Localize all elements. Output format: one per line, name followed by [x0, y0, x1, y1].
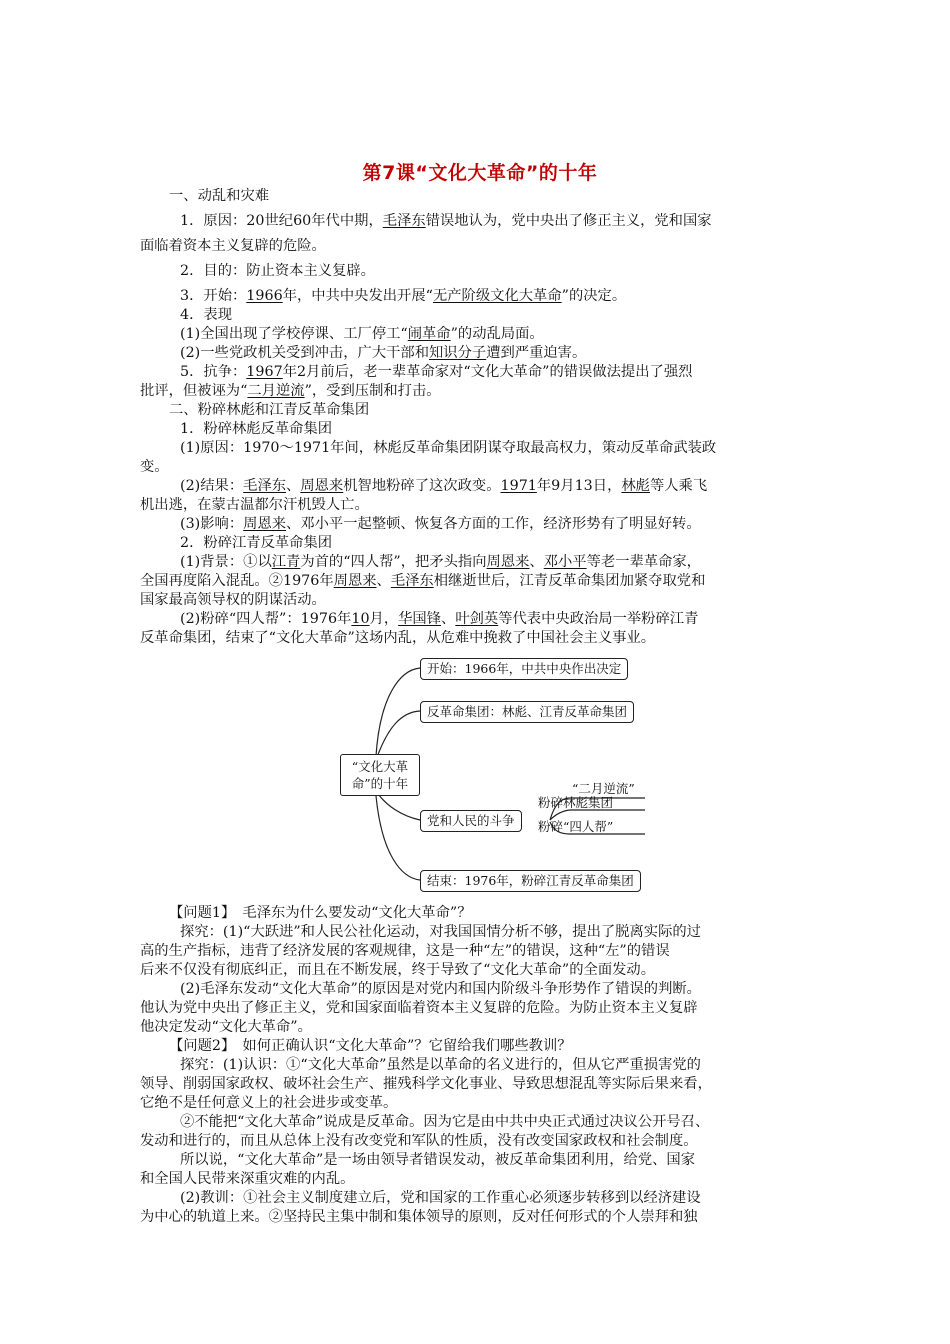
branch-start: 开始：1966年，中共中央作出决定 — [420, 658, 628, 680]
paragraph: 他决定发动“文化大革命”。 — [140, 1019, 312, 1035]
paragraph: (1)全国出现了学校停课、工厂停工“闹革命”的动乱局面。 — [180, 326, 544, 342]
question-1: 【问题1】 毛泽东为什么要发动“文化大革命”？ — [169, 905, 472, 921]
connector-groups — [376, 711, 420, 760]
section-heading-1: 一、动乱和灾难 — [169, 188, 270, 204]
branch-groups: 反革命集团：林彪、江青反革命集团 — [420, 701, 634, 723]
mind-map-diagram — [140, 656, 820, 896]
document-page — [140, 150, 820, 1227]
paragraph: 发动和进行的，而且从总体上没有改变党和军队的性质，没有改变国家政权和社会制度。 — [140, 1133, 698, 1149]
paragraph: 他认为党中央出了修正主义，党和国家面临着资本主义复辟的危险。为防止资本主义复辟 — [140, 1000, 698, 1016]
paragraph: 后来不仅没有彻底纠正，而且在不断发展，终于导致了“文化大革命”的全面发动。 — [140, 962, 656, 978]
paragraph: 5．抗争：1967年2月前后，老一辈革命家对“文化大革命”的错误做法提出了强烈 — [180, 364, 693, 380]
paragraph: (3)影响：周恩来、邓小平一起整顿、恢复各方面的工作，经济形势有了明显好转。 — [180, 516, 701, 532]
section-heading-2: 二、粉碎林彪和江青反革命集团 — [169, 402, 370, 418]
paragraph: ②不能把“文化大革命”说成是反革命。因为它是由中共中央正式通过决议公开号召、 — [180, 1114, 710, 1130]
paragraph: (2)结果：毛泽东、周恩来机智地粉碎了这次政变。1971年9月13日，林彪等人乘飞 — [180, 478, 708, 494]
connector-end — [376, 796, 420, 880]
sub-crush-lin-biao: 粉碎林彪集团 — [538, 795, 614, 810]
paragraph: 1．原因：20世纪60年代中期，毛泽东错误地认为，党中央出了修正主义，党和国家 — [180, 213, 712, 229]
paragraph: 机出逃，在蒙古温都尔汗机毁人亡。 — [140, 497, 369, 513]
paragraph: 批评，但被诬为“二月逆流”，受到压制和打击。 — [140, 383, 441, 399]
page-title: 第7课“文化大革命”的十年 — [362, 162, 598, 184]
paragraph: 高的生产指标，违背了经济发展的客观规律，这是一种“左”的错误，这种“左”的错误 — [140, 943, 670, 959]
mind-map-connectors — [140, 656, 820, 896]
branch-end: 结束：1976年，粉碎江青反革命集团 — [420, 870, 641, 892]
paragraph: 为中心的轨道上来。②坚持民主集中制和集体领导的原则，反对任何形式的个人崇拜和独 — [140, 1209, 698, 1225]
paragraph: 变。 — [140, 459, 169, 475]
paragraph: 面临着资本主义复辟的危险。 — [140, 238, 326, 254]
paragraph: 4．表现 — [180, 307, 232, 323]
paragraph: 它绝不是任何意义上的社会进步或变革。 — [140, 1095, 398, 1111]
paragraph: 2．目的：防止资本主义复辟。 — [180, 263, 375, 279]
mind-map-center: “文化大革 命”的十年 — [340, 754, 420, 796]
sub-feb-adverse-current: “二月逆流” — [572, 781, 635, 796]
paragraph: 所以说，“文化大革命”是一场由领导者错误发动，被反革命集团利用，给党、国家 — [180, 1152, 696, 1168]
sub-crush-gang-of-four: 粉碎“四人帮” — [538, 819, 614, 834]
question-2: 【问题2】 如何正确认识“文化大革命”？它留给我们哪些教训？ — [169, 1038, 572, 1054]
paragraph: (2)一些党政机关受到冲击，广大干部和知识分子遭到严重迫害。 — [180, 345, 587, 361]
branch-struggle: 党和人民的斗争 — [420, 810, 522, 832]
paragraph: 领导、削弱国家政权、破坏社会生产、摧残科学文化事业、导致思想混乱等实际后果来看， — [140, 1076, 712, 1092]
paragraph: 3．开始：1966年，中共中央发出开展“无产阶级文化大革命”的决定。 — [180, 288, 627, 304]
subheading: 1．粉碎林彪反革命集团 — [180, 421, 333, 437]
paragraph: (2)粉碎“四人帮”：1976年10月，华国锋、叶剑英等代表中央政治局一举粉碎江青 — [180, 611, 699, 627]
subheading: 2．粉碎江青反革命集团 — [180, 535, 333, 551]
paragraph: 和全国人民带来深重灾难的内乱。 — [140, 1171, 355, 1187]
paragraph: 全国再度陷入混乱。②1976年周恩来、毛泽东相继逝世后，江青反革命集团加紧夺取党和 — [140, 573, 706, 589]
paragraph: (1)背景：①以江青为首的“四人帮”，把矛头指向周恩来、邓小平等老一辈革命家， — [180, 554, 701, 570]
paragraph: 反革命集团，结束了“文化大革命”这场内乱，从危难中挽救了中国社会主义事业。 — [140, 630, 656, 646]
paragraph: (2)毛泽东发动“文化大革命”的原因是对党内和国内阶级斗争形势作了错误的判断。 — [180, 981, 701, 997]
paragraph: 国家最高领导权的阴谋活动。 — [140, 592, 326, 608]
paragraph: 探究：(1)“大跃进”和人民公社化运动，对我国国情分析不够，提出了脱离实际的过 — [180, 924, 701, 940]
paragraph: (1)原因：1970～1971年间，林彪反革命集团阴谋夺取最高权力，策动反革命武装政 — [180, 440, 717, 456]
paragraph: (2)教训：①社会主义制度建立后，党和国家的工作重心必须逐步转移到以经济建设 — [180, 1190, 701, 1206]
paragraph: 探究：(1)认识：①“文化大革命”虽然是以革命的名义进行的，但从它严重损害党的 — [180, 1057, 701, 1073]
